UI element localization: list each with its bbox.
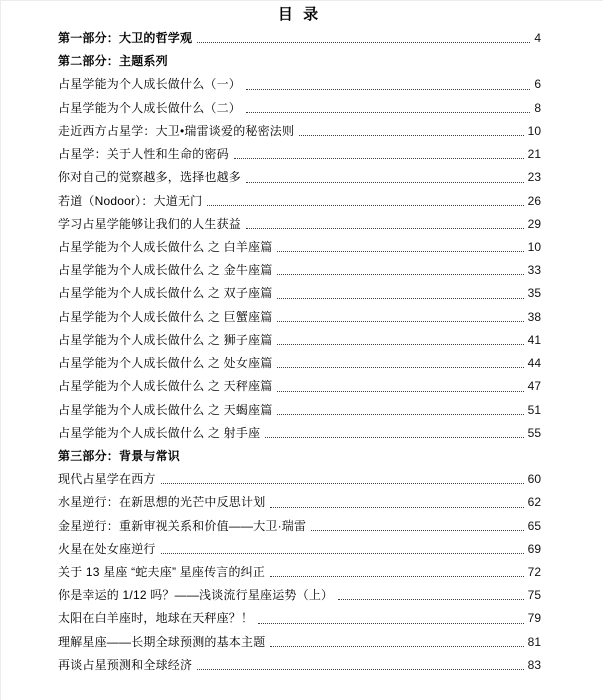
- dotted-leader: [277, 251, 523, 252]
- dotted-leader: [197, 669, 523, 670]
- dotted-leader: [277, 321, 523, 322]
- toc-entry[interactable]: [58, 491, 541, 514]
- toc-entry[interactable]: [58, 584, 541, 607]
- toc-entry-label: 太阳在白羊座时，地球在天秤座？！: [58, 611, 254, 626]
- toc-entry[interactable]: [58, 306, 541, 329]
- toc-entry[interactable]: [58, 399, 541, 422]
- toc-entry[interactable]: [58, 631, 541, 654]
- toc-entry-label: 占星学能为个人成长做什么 之 狮子座篇: [58, 332, 273, 347]
- toc-entry-page-number: 44: [527, 356, 541, 371]
- toc-entry-label: 占星学能为个人成长做什么 之 金牛座篇: [58, 263, 273, 278]
- dotted-leader: [246, 182, 524, 183]
- dotted-leader: [311, 530, 523, 531]
- toc-entry-label: 占星学：关于人性和生命的密码: [58, 147, 229, 162]
- toc-entry-page-number: 8: [534, 100, 541, 115]
- toc-entry-page-number: 79: [527, 611, 541, 626]
- toc-entry[interactable]: [58, 422, 541, 445]
- dotted-leader: [161, 553, 524, 554]
- toc-entry-page-number: 81: [527, 634, 541, 649]
- toc-entry[interactable]: [58, 50, 541, 73]
- toc-entry-page-number: 60: [527, 472, 541, 487]
- toc-entry-page-number: 10: [527, 239, 541, 254]
- toc-entry-label: 你是幸运的 1/12 吗？——浅谈流行星座运势（上）: [58, 588, 334, 603]
- toc-entry-label: 第一部分：大卫的哲学观: [58, 31, 193, 45]
- dotted-leader: [270, 646, 523, 647]
- dotted-leader: [161, 483, 524, 484]
- toc-entry-page-number: 41: [527, 332, 541, 347]
- toc-entry[interactable]: [58, 468, 541, 491]
- toc-entry-label: 占星学能为个人成长做什么 之 射手座: [58, 425, 261, 440]
- dotted-leader: [338, 599, 523, 600]
- toc-entry-label: 现代占星学在西方: [58, 472, 156, 487]
- toc-entry-label: 占星学能为个人成长做什么（二）: [58, 100, 242, 115]
- toc-entry[interactable]: [58, 282, 541, 305]
- dotted-leader: [207, 205, 523, 206]
- toc-entry-page-number: 21: [527, 147, 541, 162]
- toc-entry[interactable]: [58, 352, 541, 375]
- toc-entry[interactable]: [58, 27, 541, 50]
- dotted-leader: [246, 228, 524, 229]
- toc-entry-page-number: 47: [527, 379, 541, 394]
- toc-entry-page-number: 29: [527, 216, 541, 231]
- toc-entry-page-number: 4: [534, 31, 541, 45]
- toc-list: [58, 27, 541, 677]
- toc-entry-label: 火星在处女座逆行: [58, 541, 156, 556]
- toc-entry-page-number: 33: [527, 263, 541, 278]
- toc-entry[interactable]: [58, 97, 541, 120]
- dotted-leader: [197, 42, 530, 43]
- toc-entry[interactable]: [58, 654, 541, 677]
- toc-entry-label: 占星学能为个人成长做什么 之 白羊座篇: [58, 239, 273, 254]
- toc-entry-label: 理解星座——长期全球预测的基本主题: [58, 634, 266, 649]
- dotted-leader: [270, 576, 524, 577]
- toc-entry[interactable]: [58, 190, 541, 213]
- dotted-leader: [265, 437, 523, 438]
- dotted-leader: [270, 507, 523, 508]
- toc-entry[interactable]: [58, 143, 541, 166]
- dotted-leader: [234, 158, 524, 159]
- toc-entry-page-number: 62: [527, 495, 541, 510]
- toc-entry-page-number: 6: [534, 77, 541, 92]
- toc-entry-label: 你对自己的觉察越多，选择也越多: [58, 170, 242, 185]
- toc-entry-label: 水星逆行：在新思想的光芒中反思计划: [58, 495, 266, 510]
- toc-entry-page-number: 65: [527, 518, 541, 533]
- toc-entry[interactable]: [58, 213, 541, 236]
- toc-entry[interactable]: [58, 445, 541, 468]
- toc-entry-page-number: 51: [527, 402, 541, 417]
- toc-entry-label: 占星学能为个人成长做什么 之 天秤座篇: [58, 379, 273, 394]
- dotted-leader: [277, 414, 523, 415]
- dotted-leader: [299, 135, 523, 136]
- toc-entry-page-number: 72: [527, 565, 541, 580]
- dotted-leader: [277, 367, 523, 368]
- dotted-leader: [277, 298, 523, 299]
- toc-entry-label: 走近西方占星学：大卫•瑞雷谈爱的秘密法则: [58, 123, 295, 138]
- toc-entry-page-number: 26: [527, 193, 541, 208]
- toc-entry-label: 若道（Nodoor）：大道无门: [58, 193, 203, 208]
- toc-entry-label: 学习占星学能够让我们的人生获益: [58, 216, 242, 231]
- toc-entry[interactable]: [58, 515, 541, 538]
- toc-entry-label: 金星逆行：重新审视关系和价值——大卫·瑞雷: [58, 518, 307, 533]
- toc-entry-label: 占星学能为个人成长做什么 之 天蝎座篇: [58, 402, 273, 417]
- toc-entry[interactable]: [58, 166, 541, 189]
- dotted-leader: [277, 391, 523, 392]
- toc-entry-page-number: 55: [527, 425, 541, 440]
- toc-entry-label: 占星学能为个人成长做什么 之 处女座篇: [58, 356, 273, 371]
- toc-entry-page-number: 69: [527, 541, 541, 556]
- toc-entry-page-number: 83: [527, 657, 541, 672]
- toc-entry[interactable]: [58, 236, 541, 259]
- toc-entry-page-number: 35: [527, 286, 541, 301]
- toc-entry[interactable]: [58, 538, 541, 561]
- toc-entry-label: 第二部分：主题系列: [58, 54, 168, 69]
- dotted-leader: [277, 274, 523, 275]
- toc-entry-label: 占星学能为个人成长做什么 之 双子座篇: [58, 286, 273, 301]
- page-title: 目 录: [277, 6, 322, 23]
- toc-entry-page-number: 75: [527, 588, 541, 603]
- toc-entry-label: 关于 13 星座 “蛇夫座” 星座传言的纠正: [58, 565, 266, 580]
- toc-entry[interactable]: [58, 607, 541, 630]
- dotted-leader: [277, 344, 523, 345]
- toc-entry[interactable]: [58, 329, 541, 352]
- toc-entry[interactable]: [58, 375, 541, 398]
- dotted-leader: [246, 89, 530, 90]
- toc-entry-page-number: 23: [527, 170, 541, 185]
- toc-entry-label: 第三部分：背景与常识: [58, 448, 181, 463]
- toc-entry-page-number: 10: [527, 123, 541, 138]
- toc-entry-label: 占星学能为个人成长做什么 之 巨蟹座篇: [58, 309, 273, 324]
- dotted-leader: [246, 112, 530, 113]
- toc-entry-page-number: 38: [527, 309, 541, 324]
- toc-entry[interactable]: [58, 73, 541, 96]
- toc-entry-label: 占星学能为个人成长做什么（一）: [58, 77, 242, 92]
- toc-entry[interactable]: [58, 561, 541, 584]
- dotted-leader: [258, 623, 523, 624]
- toc-entry[interactable]: [58, 259, 541, 282]
- toc-entry-label: 再谈占星预测和全球经济: [58, 657, 193, 672]
- toc-entry[interactable]: [58, 120, 541, 143]
